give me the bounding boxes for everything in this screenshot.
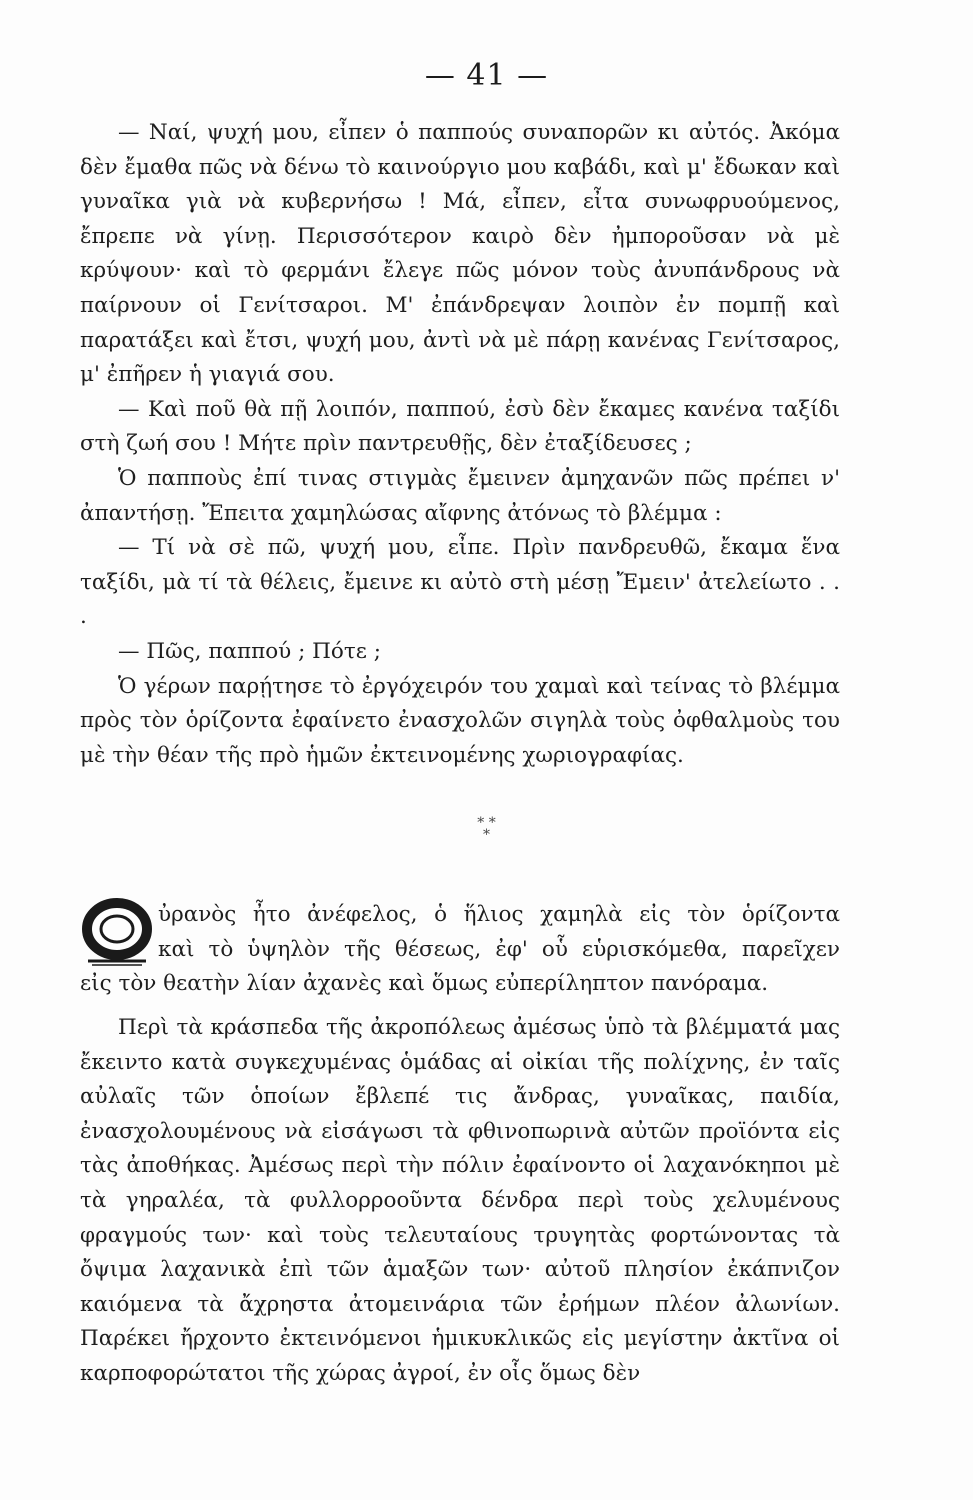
opening-line-1: ὐρανὸς ἦτο ἀνέφελος, ὁ ἥλιος χαμηλὰ εἰς τὸν ὁρίζοντα [158, 902, 840, 927]
top-text-block [80, 116, 840, 773]
section-opening-lines [80, 898, 840, 1002]
bottom-text-block [80, 1011, 840, 1392]
paragraph-description: Περὶ τὰ κράσπεδα τῆς ἀκροπόλεως ἀμέσως ὑπὸ τὰ βλέμματά μας ἔκειντο κατὰ συγκεχυμένας ὁμάδας αἱ οἰκίαι τῆς πολίχνης, ἐν ταῖς αὐλαῖς τῶν ὁποίων ἔβλεπέ τις ἄνδρας, γυναῖκας, παιδία, ἐνασχολουμένους νὰ εἰσάγωσι τὰ φθινοπωρινὰ αὐτῶν προϊόντα εἰς τὰς ἀποθήκας. Ἀμέσως περὶ τὴν πόλιν ἐφαίνοντο οἱ λαχανόκηποι μὲ τὰ γηραλέα, τὰ φυλλορροοῦντα δένδρα περὶ τοὺς χελυμένους φραγμούς των· καὶ τοὺς τελευταίους τρυγητὰς φορτώνοντας τὰ ὄψιμα λαχανικὰ ἐπὶ τῶν ἁμαξῶν των· αὐτοῦ πλησίον ἐκάπνιζον καιόμενα τὰ ἄχρηστα ἀτομεινάρια τῶν ἐρήμων πλέον ἀλωνίων. Παρέκει ἤρχοντο ἐκτεινόμενοι ἡμικυκλικῶς εἰς μεγίστην ἀκτῖνα οἱ καρποφορώτατοι τῆς χώρας ἀγροί, ἐν οἷς ὅμως δὲν [80, 1015, 840, 1386]
opening-line-2: καὶ τὸ ὑψηλὸν τῆς θέσεως, ἐφ' οὗ εὑρισκόμεθα, παρεῖχεν [158, 936, 840, 962]
paragraph-dialogue-3: — Τί νὰ σὲ πῶ, ψυχή μου, εἶπε. Πρὶν πανδρευθῶ, ἔκαμα ἕνα ταξίδι, μὰ τί τὰ θέλεις, ἔμεινε κι αὐτὸ στὴ μέσῃ Ἔμειν' ἀτελείωτο . . . [80, 535, 840, 630]
opening-line-3: εἰς τὸν θεατὴν λίαν ἀχανὲς καὶ ὅμως εὐπερίληπτον πανόραμα. [80, 971, 769, 997]
drop-cap-letter: O [116, 935, 118, 936]
separator-asterisks-row2: * [483, 827, 490, 843]
section-separator [0, 815, 973, 843]
paragraph-narration-2: Ὁ γέρων παρῄτησε τὸ ἐργόχειρόν του χαμαὶ καὶ τείνας τὸ βλέμμα πρὸς τὸν ὁρίζοντα ἐφαίνετο ἐνασχολῶν σιγηλὰ τοὺς ὀφθαλμοὺς του μὲ τὴν θέαν τῆς πρὸ ἡμῶν ἐκτεινομένης χωριογραφίας. [80, 673, 840, 768]
paragraph-dialogue-2: — Καὶ ποῦ θὰ πῇ λοιπόν, παππού, ἐσὺ δὲν ἔκαμες κανένα ταξίδι στὴ ζωή σου ! Μήτε πρὶν παντρευθῇς, δὲν ἐταξίδευσες ; [80, 396, 840, 457]
paragraph-dialogue-4: — Πῶς, παππού ; Πότε ; [118, 638, 381, 664]
paragraph-narration-1: Ὁ παπποὺς ἐπί τινας στιγμὰς ἔμεινεν ἀμηχανῶν πῶς πρέπει ν' ἀπαντήσῃ. Ἔπειτα χαμηλώσας αἴφνης ἀτόνως τὸ βλέμμα : [80, 465, 840, 526]
page-number: — 41 — [424, 58, 549, 93]
paragraph-dialogue-1: — Ναί, ψυχή μου, εἶπεν ὁ παππούς συναπορῶν κι αὐτός. Ἀκόμα δὲν ἔμαθα πῶς νὰ δένω τὸ καινούργιο μου καβάδι, καὶ μ' ἔδωκαν καὶ γυναῖκα γιὰ νὰ κυβερνήσω ! Μά, εἶπεν, εἶτα συνωφρυούμενος, ἔπρεπε νὰ γίνῃ. Περισσότερον καιρὸ δὲν ἠμποροῦσαν νὰ μὲ κρύψουν· καὶ τὸ φερμάνι ἔλεγε πῶς μόνον τοὺς ἀνυπάνδρους νὰ παίρνουν οἱ Γενίτσαροι. Μ' ἐπάνδρεψαν λοιπὸν ἐν πομπῇ καὶ παρατάξει καὶ ἔτσι, ψυχή μου, ἀντὶ νὰ μὲ πάρῃ κανένας Γενίτσαρος, μ' ἐπῆρεν ἡ γιαγιά σου. [80, 120, 840, 388]
separator-asterisks-row1: * * [477, 815, 496, 831]
